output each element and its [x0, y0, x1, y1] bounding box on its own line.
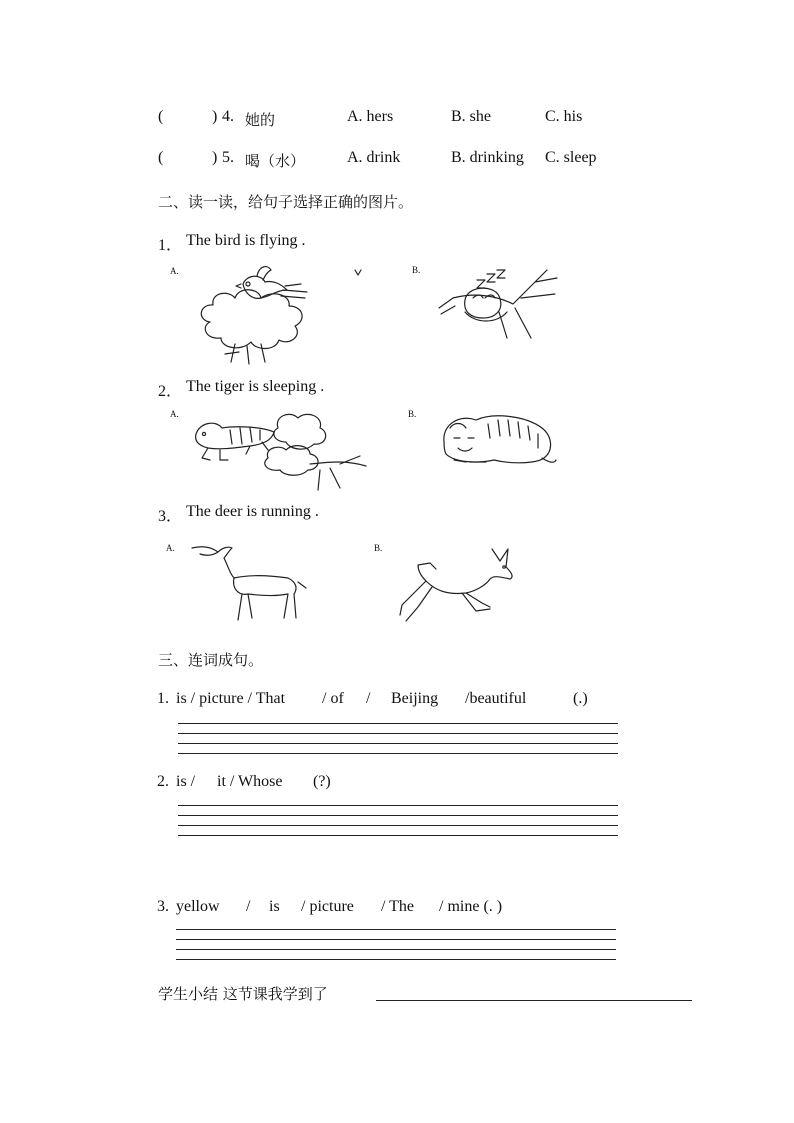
word-chunk: is [269, 898, 280, 915]
answer-line [178, 753, 618, 754]
word-chunk: is / [176, 773, 196, 790]
question-number: 5. [222, 149, 234, 166]
word-chunk: (?) [313, 773, 331, 790]
tiger-running-picture[interactable] [190, 408, 370, 492]
section-2-heading: 二、读一读，给句子选择正确的图片。 [158, 193, 414, 211]
answer-line[interactable] [178, 805, 618, 806]
deer-running-picture[interactable] [396, 545, 520, 629]
option-a-label: A. [166, 543, 175, 553]
answer-line [178, 825, 618, 826]
item-number: 3. [157, 898, 169, 915]
sentence: The tiger is sleeping . [186, 378, 325, 395]
item-number: 2. [157, 773, 169, 790]
question-number: 3． [158, 508, 183, 525]
summary-answer-line[interactable] [376, 1000, 692, 1001]
answer-line[interactable] [178, 723, 618, 724]
section-3-heading: 三、连词成句。 [158, 651, 264, 669]
question-word: 喝（水） [245, 152, 306, 170]
word-chunk: it / Whose [217, 773, 283, 790]
sentence: The deer is running . [186, 503, 319, 520]
option-a: A. hers [347, 108, 394, 125]
word-chunk: Beijing [391, 690, 439, 707]
option-b-label: B. [374, 543, 383, 553]
bird-sleeping-picture[interactable] [435, 268, 565, 340]
word-chunk: /beautiful [465, 690, 527, 707]
word-chunk: / picture [301, 898, 354, 915]
option-a-label: A. [170, 266, 179, 276]
answer-line [178, 743, 618, 744]
option-b-label: B. [412, 265, 421, 275]
option-a: A. drink [347, 149, 401, 166]
word-chunk: / [366, 690, 371, 707]
word-chunk: (.) [573, 690, 588, 707]
option-a-label: A. [170, 409, 179, 419]
question-word: 她的 [245, 111, 276, 129]
sentence: The bird is flying . [186, 232, 306, 249]
option-b: B. she [451, 108, 491, 125]
answer-line [178, 835, 618, 836]
question-number: 4. [222, 108, 234, 125]
option-b: B. drinking [451, 149, 524, 166]
answer-line[interactable] [176, 929, 616, 930]
answer-paren-open: ( [158, 149, 164, 166]
answer-paren-close[interactable]: ) [212, 108, 218, 125]
tiger-sleeping-picture[interactable] [440, 408, 558, 468]
summary-label: 学生小结 这节课我学到了 [158, 985, 328, 1003]
item-number: 1. [157, 690, 169, 707]
option-b-label: B. [408, 409, 417, 419]
answer-line [176, 959, 616, 960]
word-chunk: / mine (. ) [439, 898, 503, 915]
question-number: 1． [158, 237, 183, 254]
bird-flying-picture[interactable] [195, 262, 370, 368]
option-c: C. his [545, 108, 583, 125]
deer-standing-picture[interactable] [188, 542, 334, 624]
word-chunk: / The [381, 898, 415, 915]
answer-line [176, 949, 616, 950]
answer-line [178, 733, 618, 734]
question-number: 2． [158, 383, 183, 400]
word-chunk: yellow [176, 898, 220, 915]
answer-line [176, 939, 616, 940]
answer-line [178, 815, 618, 816]
answer-paren-close[interactable]: ) [212, 149, 218, 166]
word-chunk: is / picture / That [176, 690, 286, 707]
option-c: C. sleep [545, 149, 597, 166]
answer-paren-open: ( [158, 108, 164, 125]
word-chunk: / [246, 898, 251, 915]
word-chunk: / of [322, 690, 344, 707]
